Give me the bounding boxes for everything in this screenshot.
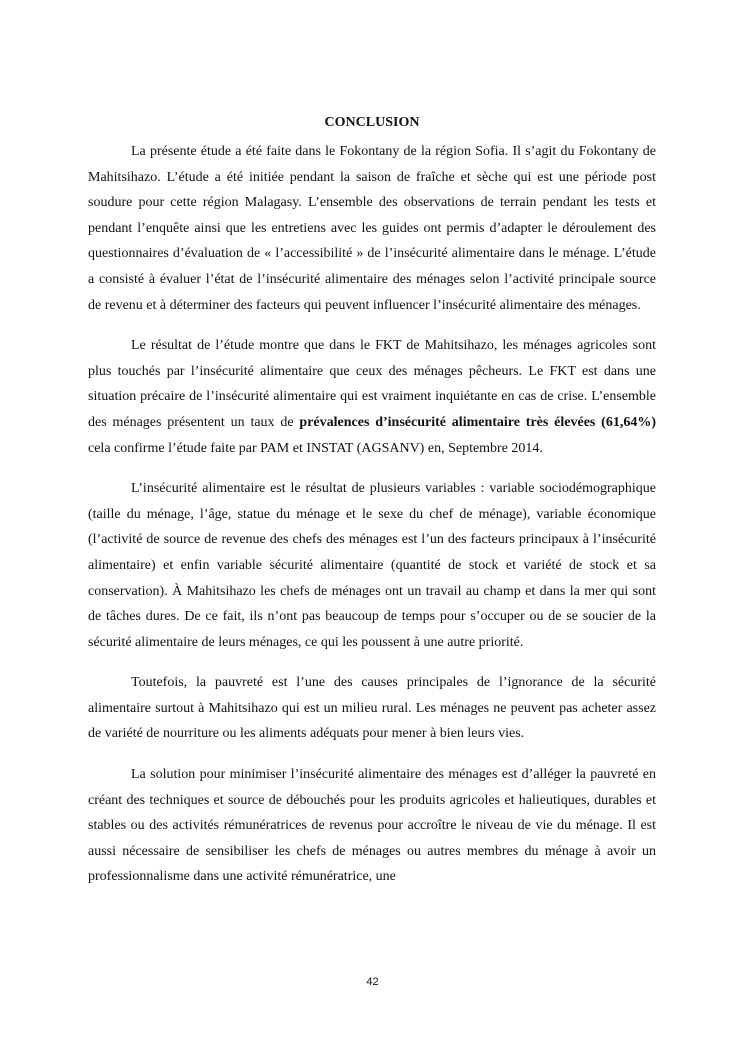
paragraph-1: La présente étude a été faite dans le Fokontany de la région Sofia. Il s’agit du Fokontany de Mahitsihazo. L’étude a été initiée pendant la saison de fraîche et sèche qui est une période post soudure pour cette région Malagasy. L’ensemble des observations de terrain pendant les tests et pendant l’enquête ainsi que les entretiens avec les guides ont permis d’adapter le déroulement des questionnaires d’évaluation de « l’accessibilité » de l’insécurité alimentaire dans le ménage. L’étude a consisté à évaluer l’état de l’insécurité alimentaire des ménages selon l’activité principale source de revenu et à déterminer des facteurs qui peuvent influencer l’insécurité alimentaire des ménages.: [88, 144, 656, 313]
paragraph-2-bold-prevalence: prévalences d’insécurité alimentaire très élevées (61,64%): [299, 414, 656, 430]
page-title: CONCLUSION: [324, 115, 420, 130]
paragraph-2-text-before: Le résultat de l’étude montre que dans le FKT de Mahitsihazo, les ménages agricoles sont plus touchés par l’insécurité alimentaire que ceux des ménages pêcheurs. Le FKT est dans une situation précaire de l’insécurité alimentaire qui est vraiment inquiétante en cas de crise. L’ensemble des ménages présentent un taux de: [88, 338, 656, 430]
paragraph-4: Toutefois, la pauvreté est l’une des causes principales de l’ignorance de la sécurité alimentaire surtout à Mahitsihazo qui est un milieu rural. Les ménages ne peuvent pas acheter assez de variété de nourriture ou les aliments adéquats pour mener à bien leurs vies.: [88, 675, 656, 742]
paragraph-5: La solution pour minimiser l’insécurité alimentaire des ménages est d’alléger la pauvreté en créant des techniques et source de débouchés pour les produits agricoles et halieutiques, durables et stables ou des activités rémunératrices de revenus pour accroître le niveau de vie du ménage. Il est aussi nécessaire de sensibiliser les chefs de ménages ou autres membres du ménage à avoir un professionnalisme dans une activité rémunératrice, une: [88, 767, 656, 885]
paragraph-2: [88, 333, 656, 461]
page-number: 42: [366, 976, 379, 988]
body-text: [88, 139, 656, 905]
paragraph-2-text-after: cela confirme l’étude faite par PAM et INSTAT (AGSANV) en, Septembre 2014.: [88, 440, 543, 456]
paragraph-3: L’insécurité alimentaire est le résultat de plusieurs variables : variable sociodémographique (taille du ménage, l’âge, statue du ménage et le sexe du chef de ménage), variable économique (l’activité de source de revenue des chefs des ménages est l’un des facteurs principaux à l’insécurité alimentaire) et enfin variable sécurité alimentaire (quantité de stock et variété de stock et sa conservation). À Mahitsihazo les chefs de ménages ont un travail au champ et dans la mer qui sont de tâches dures. De ce fait, ils n’ont pas beaucoup de temps pour s’occuper ou de se soucier de la sécurité alimentaire de leurs ménages, ce qui les poussent à une autre priorité.: [88, 481, 656, 650]
